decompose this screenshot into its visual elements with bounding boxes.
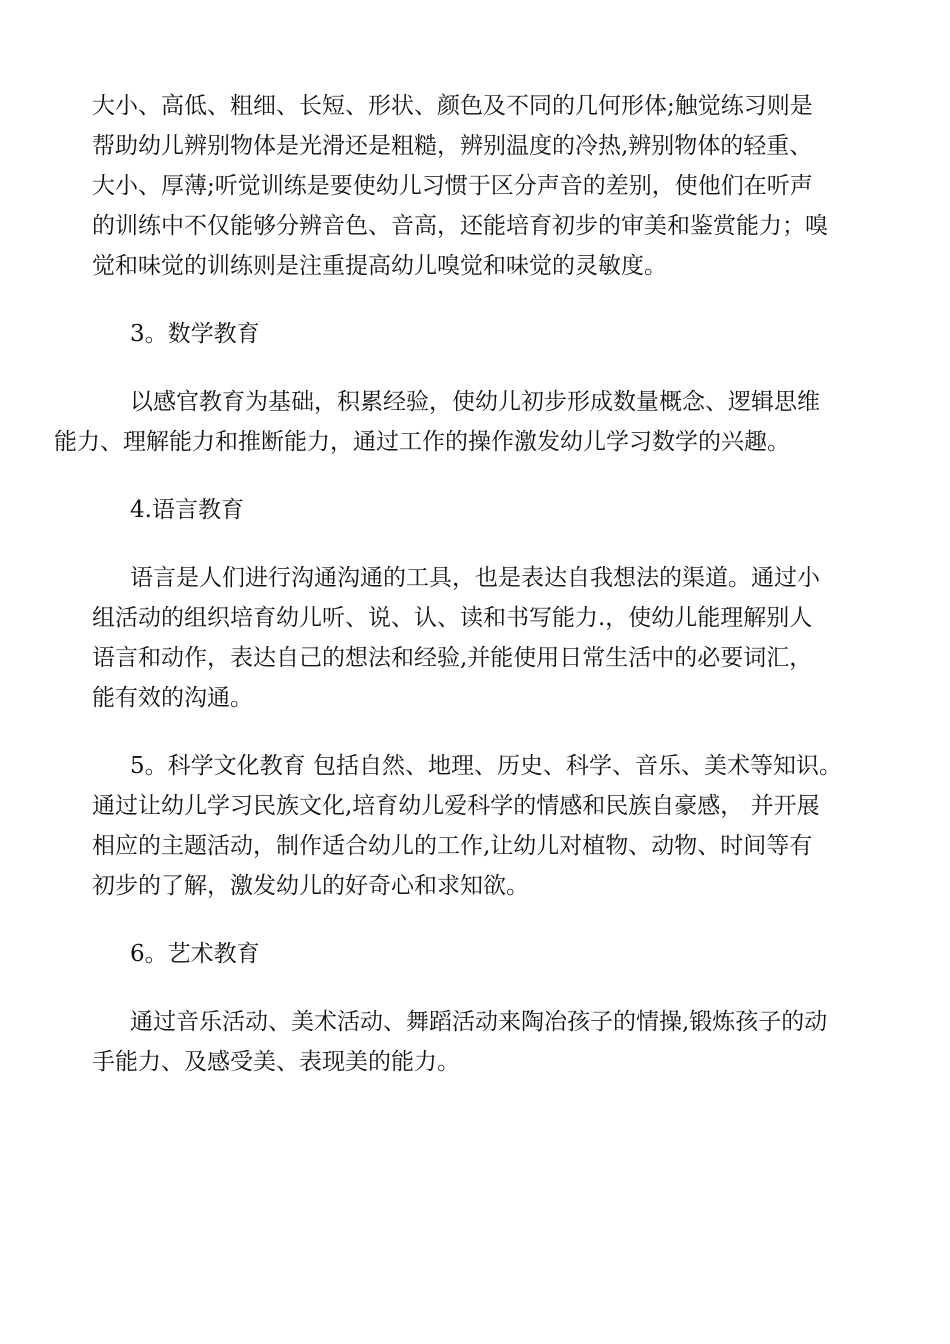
heading-art-education	[92, 934, 862, 974]
text-line: 5。科学文化教育 包括自然、地理、历史、科学、音乐、美术等知识。	[130, 753, 842, 779]
text-line: 大小、厚薄;听觉训练是要使幼儿习惯于区分声音的差别，使他们在听声	[92, 173, 813, 199]
text-line: 帮助幼儿辨别物体是光滑还是粗糙，辨别温度的冷热,辨别物体的轻重、	[92, 133, 813, 159]
paragraph-art-education	[92, 1002, 862, 1082]
text-line: 通过让幼儿学习民族文化,培育幼儿爱科学的情感和民族自豪感， 并开展	[92, 793, 820, 819]
text-line: 的训练中不仅能够分辨音色、音高，还能培育初步的审美和鉴赏能力；嗅	[92, 213, 828, 239]
document-page	[54, 86, 862, 1082]
heading-text: 6。艺术教育	[130, 941, 260, 967]
text-line: 相应的主题活动，制作适合幼儿的工作,让幼儿对植物、动物、时间等有	[92, 833, 813, 859]
paragraph-science-culture-education	[92, 746, 862, 906]
heading-text: 4.语言教育	[130, 497, 244, 523]
paragraph-math-education	[54, 382, 862, 462]
text-line: 初步的了解，激发幼儿的好奇心和求知欲。	[92, 873, 529, 899]
text-line: 能有效的沟通。	[92, 685, 253, 711]
text-line: 组活动的组织培育幼儿听、说、认、读和书写能力.，使幼儿能理解别人	[92, 605, 813, 631]
heading-math-education	[92, 314, 862, 354]
text-line: 以感官教育为基础，积累经验，使幼儿初步形成数量概念、逻辑思维	[130, 389, 820, 415]
heading-text: 3。数学教育	[130, 321, 260, 347]
paragraph-language-education	[92, 558, 862, 718]
text-line: 觉和味觉的训练则是注重提高幼儿嗅觉和味觉的灵敏度。	[92, 253, 667, 279]
text-line: 手能力、及感受美、表现美的能力。	[92, 1049, 460, 1075]
paragraph-sensory-continued	[92, 86, 862, 286]
text-line: 语言是人们进行沟通沟通的工具，也是表达自我想法的渠道。通过小	[130, 565, 820, 591]
text-line: 通过音乐活动、美术活动、舞蹈活动来陶冶孩子的情操,锻炼孩子的动	[130, 1009, 828, 1035]
heading-language-education	[92, 490, 862, 530]
text-line: 能力、理解能力和推断能力，通过工作的操作激发幼儿学习数学的兴趣。	[54, 429, 790, 455]
text-line: 大小、高低、粗细、长短、形状、颜色及不同的几何形体;触觉练习则是	[92, 93, 813, 119]
text-line: 语言和动作，表达自己的想法和经验,并能使用日常生活中的必要词汇，	[92, 645, 813, 671]
